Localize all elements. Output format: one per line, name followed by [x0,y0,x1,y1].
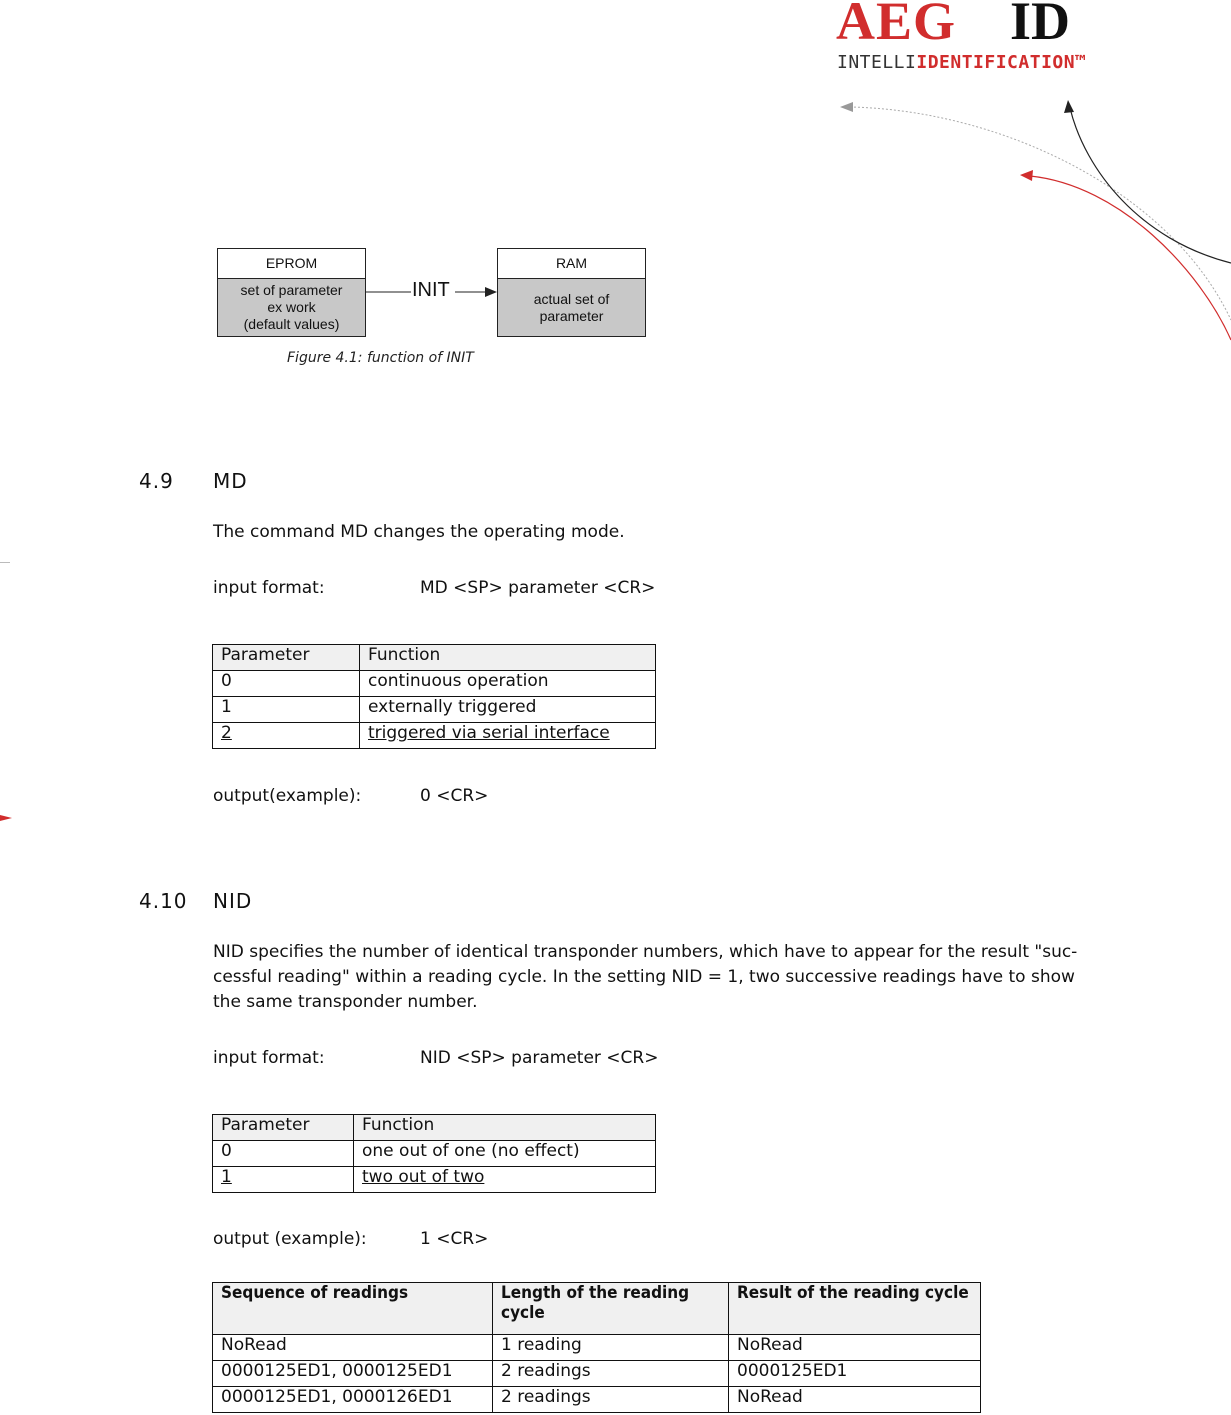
eprom-title: EPROM [218,249,365,279]
logo-subtitle: INTELLIIDENTIFICATION™ [837,52,1087,73]
eprom-body: set of parameter ex work (default values) [218,279,365,336]
nid-input-label: input format: [213,1048,325,1068]
table-row: 0 continuous operation [213,671,656,697]
md-description: The command MD changes the operating mode. [213,522,625,542]
logo-id: ID [1010,0,1071,51]
table-row: 1 externally triggered [213,697,656,723]
table-header: Length of the reading cycle [493,1283,729,1335]
md-input-value: MD <SP> parameter <CR> [420,578,656,598]
nid-description: NID specifies the number of identical transponder numbers, which have to appear for the result "suc- cessful reading" within a reading cycle. In the setting NID = 1, two successive readings have to show the same transponder number. [213,942,1078,1012]
md-parameter-table [212,644,656,749]
table-header: Parameter [213,645,360,671]
figure-caption: Figure 4.1: function of INIT [287,350,474,366]
table-row: NoRead 1 reading NoRead [213,1335,981,1361]
nid-output-label: output (example): [213,1229,367,1249]
margin-arrow-icon [0,814,12,822]
section-number-md: 4.9 [139,469,174,493]
init-label: INIT [412,279,450,301]
section-title-nid: NID [213,889,253,913]
nid-input-value: NID <SP> parameter <CR> [420,1048,659,1068]
table-row: 0000125ED1, 0000125ED1 2 readings 0000125ED1 [213,1361,981,1387]
table-row: 0 one out of one (no effect) [213,1141,656,1167]
table-header: Function [360,645,656,671]
table-header: Parameter [213,1115,354,1141]
ram-title: RAM [498,249,645,279]
md-output-value: 0 <CR> [420,786,489,806]
ram-body: actual set of parameter [498,279,645,336]
table-row: 2 triggered via serial interface [213,723,656,749]
table-header: Result of the reading cycle [729,1283,981,1335]
section-title-md: MD [213,469,248,493]
section-number-nid: 4.10 [139,889,188,913]
md-input-label: input format: [213,578,325,598]
eprom-box [217,248,366,337]
nid-parameter-table [212,1114,656,1193]
nid-output-value: 1 <CR> [420,1229,489,1249]
table-header: Function [354,1115,656,1141]
reading-sequence-table [212,1282,981,1413]
decorative-arcs [0,0,1231,420]
table-row: 0000125ED1, 0000126ED1 2 readings NoRead [213,1387,981,1413]
margin-mark [0,562,10,563]
md-output-label: output(example): [213,786,362,806]
table-row: 1 two out of two [213,1167,656,1193]
table-header: Sequence of readings [213,1283,493,1335]
logo-aeg: AEG [836,0,957,51]
ram-box [497,248,646,337]
